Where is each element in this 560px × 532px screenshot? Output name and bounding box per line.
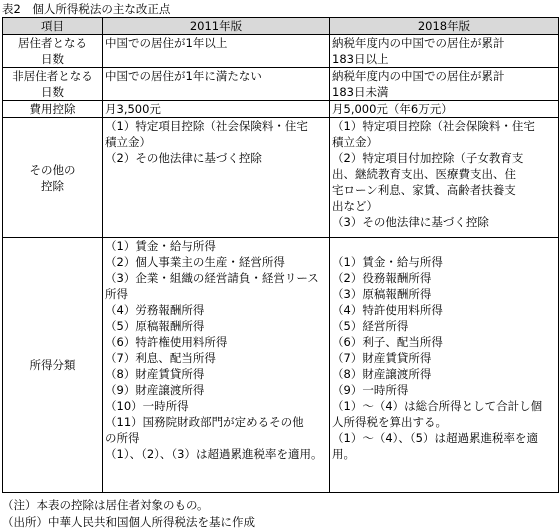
cell-2011 (103, 68, 330, 101)
line: （1）賃金・給与所得 (332, 255, 443, 269)
cell-2011 (103, 101, 330, 118)
header-row (3, 18, 559, 35)
line: 居住者となる (18, 36, 87, 50)
tax-law-comparison-table (2, 17, 559, 493)
line: （2）その他法律に基づく控除 (105, 151, 262, 165)
line: （9）一時所得 (332, 383, 409, 397)
table-row (3, 35, 559, 68)
line: （1）特定項目控除（社会保険料・住宅 (105, 119, 308, 133)
line: 所得分類 (29, 358, 76, 372)
cell-2018 (330, 101, 559, 118)
line: （5）原稿報酬所得 (105, 319, 205, 333)
line: （4）労務報酬所得 (105, 303, 205, 317)
cell-2011 (103, 35, 330, 68)
line: 中国での居住が1年に満たない (105, 69, 262, 83)
line: 納税年度内の中国での居住が累計 (332, 69, 505, 83)
row-label (3, 68, 103, 101)
line: 宅ローン利息、家賃、高齢者扶養支 (332, 183, 516, 197)
line: （2）個人事業主の生産・経営所得 (105, 255, 285, 269)
line: 日数 (41, 85, 64, 99)
line: （9）財産譲渡所得 (105, 383, 205, 397)
line: （1）～（4）は総合所得として合計し個 (332, 399, 543, 413)
header-2018: 2018年版 (330, 18, 559, 35)
header-item: 項目 (3, 18, 103, 35)
cell-2011 (103, 238, 330, 493)
line: （4）特許使用料所得 (332, 303, 443, 317)
line: 月3,500元 (105, 102, 161, 116)
notes (2, 497, 255, 531)
line: （2）役務報酬所得 (332, 271, 432, 285)
line: 出、継続教育支出、医療費支出、住 (332, 167, 516, 181)
table-row (3, 118, 559, 238)
line: 控除 (41, 178, 64, 193)
line: （3）その他法律に基づく控除 (332, 215, 489, 229)
line: （2）特定項目付加控除（子女教育支 (332, 151, 524, 165)
line: 費用控除 (29, 102, 76, 116)
line: 積立金） (105, 135, 151, 149)
line: （6）利子、配当所得 (332, 335, 443, 349)
line: （6）特許権使用料所得 (105, 335, 228, 349)
line: 用。 (332, 447, 355, 461)
line: 183日未満 (332, 85, 389, 99)
line: その他の (29, 162, 76, 177)
line: （1）特定項目控除（社会保険料・住宅 (332, 119, 535, 133)
line: （1）賃金・給与所得 (105, 239, 216, 253)
note-line: （注）本表の控除は居住者対象のもの。 (2, 498, 209, 512)
cell-2011 (103, 118, 330, 238)
table-row (3, 238, 559, 493)
line: 出など） (332, 199, 378, 213)
table-caption: 表2 個人所得税法の主な改正点 (2, 2, 171, 16)
row-label (3, 101, 103, 118)
row-label (3, 35, 103, 68)
line: 月5,000元（年6万元） (332, 102, 453, 116)
line (332, 238, 556, 254)
line: （3）企業・組織の経営請負・経営リース (105, 271, 319, 285)
line: （7）財産賃貸所得 (332, 351, 432, 365)
line: 非居住者となる (12, 69, 93, 83)
line: 日数 (41, 52, 64, 66)
source-line: （出所）中華人民共和国個人所得税法を基に作成 (2, 515, 255, 529)
line: 積立金） (332, 135, 378, 149)
line: （8）財産譲渡所得 (332, 367, 432, 381)
row-label (3, 238, 103, 493)
line: （10）一時所得 (105, 399, 189, 413)
cell-2018 (330, 238, 559, 493)
line: （7）利息、配当所得 (105, 351, 216, 365)
line: （8）財産賃貸所得 (105, 367, 205, 381)
line: の所得 (105, 431, 140, 445)
cell-2018 (330, 118, 559, 238)
line: 所得 (105, 287, 128, 301)
table-row (3, 68, 559, 101)
line: 中国での居住が1年以上 (105, 36, 228, 50)
line: （1）～（4）、（5）は超過累進税率を適 (332, 431, 538, 445)
line: （3）原稿報酬所得 (332, 287, 432, 301)
line: （11）国務院財政部門が定めるその他 (105, 415, 304, 429)
line: 納税年度内の中国での居住が累計 (332, 36, 505, 50)
line: （1）、（2）、（3）は超過累進税率を適用。 (105, 447, 323, 461)
header-2011: 2011年版 (103, 18, 330, 35)
line: （5）経営所得 (332, 319, 409, 333)
line: 183日以上 (332, 52, 389, 66)
line: 人所得税を算出する。 (332, 415, 447, 429)
row-label (3, 118, 103, 238)
table-row (3, 101, 559, 118)
cell-2018 (330, 35, 559, 68)
cell-2018 (330, 68, 559, 101)
